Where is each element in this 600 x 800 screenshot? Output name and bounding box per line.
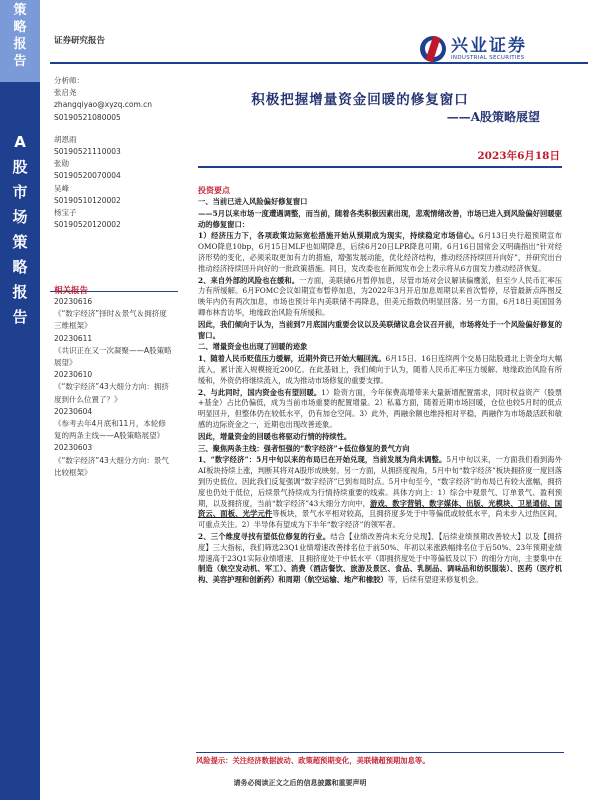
paragraph: 1、“数字经济”：5月中旬以来的布局已在开始兑现，当前发展为尚未调整。5月中旬以来，一方面我们看到海外AI板块持续上涨，判断其将对A股形成映射。另一方面，从拥挤度视角，5月中旬“数字经济”板块拥挤度一度回落到历史低位。因此我们反复强调“数字经济”已到布局时点。5月中旬至今，“数字经济”的布局已有较大涨幅，拥挤度也仍处于低位，后续景气持续成为行情持续重要的线索。具体方向上：1）综合中观景气、订单景气、盈利预期，以及拥挤度，当前“数字经济”43大细分方向中，游戏、数字营销、数字媒体、出版、光模块、卫星通信、国资云、面板、光学元件等板块，景气水平相对较高，且拥挤度多处于中等偏低或较低水平，尚未步入过热区间，可重点关注。2）半导体有望成为下半年“数字经济”的领军者。 [198, 455, 563, 530]
band-top-char: 报 [13, 37, 27, 52]
related-report-link[interactable]: 《“数字经济”43大细分方向：拥挤度到什么位置了？》 [54, 382, 169, 404]
report-body [198, 184, 562, 587]
analyst-line: 杨宝子 [54, 208, 77, 218]
paragraph: 2、来自外部的风险也在缓和。一方面，美联储6月暂停加息，尽管市场对会议解读偏鹰派，但至少人民币汇率压力有所缓解。6月FOMC会议如期宣布暂停加息，为2022年3月开启加息周期以来首次暂停，尽管最新点阵图反映年内仍有两次加息，市场也预计年内美联储不再降息，但美元指数仍明显回落。另一方面，6月18日美国国务卿布林肯访华，地缘政治风险有所缓和。 [198, 275, 563, 317]
analyst-line: 分析师： [54, 76, 84, 85]
report-type-label: 证券研究报告 [54, 36, 106, 46]
risk-warning: 风险提示：关注经济数据波动、政策超预期变化，美联储超预期加息等。 [196, 752, 564, 766]
report-subtitle: ——A股策略展望 [446, 110, 540, 124]
analyst-line: 吴峰 [54, 183, 69, 193]
paragraph: 因此，我们倾向于认为，当前到7月底国内重要会议以及美联储议息会议召开前，市场将处于一个风险偏好修复的窗口。 [198, 319, 562, 340]
related-report-link[interactable]: 《“数字经济”择时＆景气＆拥挤度三维框架》 [54, 309, 167, 331]
paragraph: ——5月以来市场一度遭遇调整，而当前，随着各类积极因素出现，悲观情绪改善，市场已进入到风险偏好回暖驱动的修复窗口： [198, 208, 562, 229]
paragraph: 1、随着人民币贬值压力缓解，近期外资已开始大幅回流。6月15日、16日连续两个交易日陆股通北上资金均大幅流入，累计流入规模接近200亿。在此基础上，我们倾向于认为，随着人民币汇率压力缓解、地缘政治风险有所缓和，外资仍将继续流入，成为推动市场修复的重要支撑。 [198, 354, 562, 385]
band-vert-char: A [14, 133, 26, 151]
section-heading: 三、聚焦两条主线：强者恒强的“数字经济”+低位修复的景气方向 [198, 443, 410, 453]
band-vert-char: 场 [12, 208, 28, 226]
band-top-label [0, 0, 40, 82]
section-heading: 一、当前已进入风险偏好修复窗口 [198, 197, 308, 206]
company-logo [420, 36, 527, 62]
related-report-link[interactable]: 《参考去年4月底和11月，本轮修复的两条主线——A股策略展望》 [54, 419, 166, 441]
related-reports-list [54, 296, 172, 479]
disclaimer-footer: 请务必阅读正文之后的信息披露和重要声明 [233, 779, 367, 787]
paragraph: 2、与此同时，国内资金也有望回暖。1）险资方面，今年保费高增带来大量新增配置需求，同时权益资产（股票+基金）占比仍偏低，成为当前市场重要的配置增量。2）私募方面，随着近期市场回暖，仓位也较5月时的低点明显回升，但整体仍在较低水平，仍有加仓空间。3）此外，两融余额也维持相对平稳，两融作为市场最活跃和敏感的边际资金之一，近期也出现改善迹象。 [198, 387, 563, 429]
logo-name-en: INDUSTRIAL SECURITIES [451, 55, 525, 61]
title-divider [198, 166, 562, 168]
analyst-line: S0190521110003 [54, 147, 121, 157]
related-reports-heading: 相关报告 [50, 278, 178, 292]
left-band [0, 0, 40, 800]
paragraph: 因此，增量资金的回暖也将驱动行情的持续性。 [198, 431, 352, 441]
related-date: 20230610 [54, 370, 93, 380]
paragraph: 2、三个维度寻找有望低位修复的行业。结合【业绩改善尚未充分兑现】、【后续业绩预期改善较大】以及【拥挤度】三大指标，我们筛选23Q1业绩增速改善排名位于前50%、年初以来涨跌幅排名位于后50%、23年预期业绩增速高于23Q1实际业绩增速、且拥挤度处于中低水平（即拥挤度处于中等偏低及以下）的细分方向，主要集中在制造（航空发动机、军工）、消费（酒店餐饮、旅游及景区、食品、乳制品、调味品和纺织服装）、医药（医疗机构、美容护理和创新药）和周期（航空运输、地产和橡胶）等，后续有望迎来修复机会。 [198, 531, 562, 585]
band-vert-char: 股 [12, 158, 28, 176]
report-date: 2023年6月18日 [477, 150, 560, 162]
band-vert-char: 市 [12, 183, 28, 201]
analyst-list [54, 75, 172, 231]
investment-highlights-heading: 投资要点 [198, 185, 230, 195]
related-report-link[interactable]: 《“数字经济”43大细分方向：景气比较框架》 [54, 455, 169, 477]
related-date: 20230604 [54, 406, 93, 416]
band-vert-char: 报 [12, 283, 28, 301]
logo-icon [420, 36, 446, 62]
band-top-char: 告 [13, 54, 27, 69]
band-vert-char: 略 [12, 258, 28, 276]
analyst-line: S0190521080005 [54, 112, 121, 122]
related-date: 20230616 [54, 297, 93, 306]
analyst-email: zhangqiyao@xyzq.com.cn [54, 100, 153, 110]
analyst-line: 张启尧 [54, 88, 77, 98]
band-top-char: 策 [13, 3, 27, 18]
logo-name-cn: 兴业证券 [451, 36, 527, 56]
related-date: 20230603 [54, 443, 93, 453]
band-vert-char: 告 [12, 308, 28, 326]
analyst-line: S0190510120002 [54, 195, 121, 205]
analyst-line: 张勋 [54, 159, 69, 169]
band-vertical-label [0, 130, 40, 330]
report-title: 积极把握增量资金回暖的修复窗口 [251, 92, 469, 108]
band-vert-char: 策 [12, 233, 28, 251]
header-divider [50, 62, 588, 64]
related-date: 20230611 [54, 333, 93, 343]
analyst-line: 胡恩雨 [54, 134, 77, 144]
analyst-line: S0190520070004 [54, 171, 121, 181]
analyst-line: S0190520120002 [54, 220, 121, 230]
paragraph: 1）经济压力下，各项政策边际宽松措施开始从预期成为现实，持续稳定市场信心。6月13日央行超预期宣布OMO降息10bp，6月15日MLF也如期降息，后续6月20日LPR降息可期。6月16日国常会又明确指出“针对经济形势的变化，必须采取更加有力的措施，增强发展动能，优化经济结构，推动经济持续回升向好”，并研究出台推动经济持续回升向好的一批政策措施。同日，发改委也在新闻发布会上表示将从6方面发力推动经济恢复。 [198, 231, 562, 273]
section-heading: 二、增量资金也出现了回暖的迹象 [198, 342, 308, 352]
related-report-link[interactable]: 《共识正在又一次凝聚——A股策略展望》 [54, 345, 172, 368]
band-top-char: 略 [13, 20, 27, 35]
